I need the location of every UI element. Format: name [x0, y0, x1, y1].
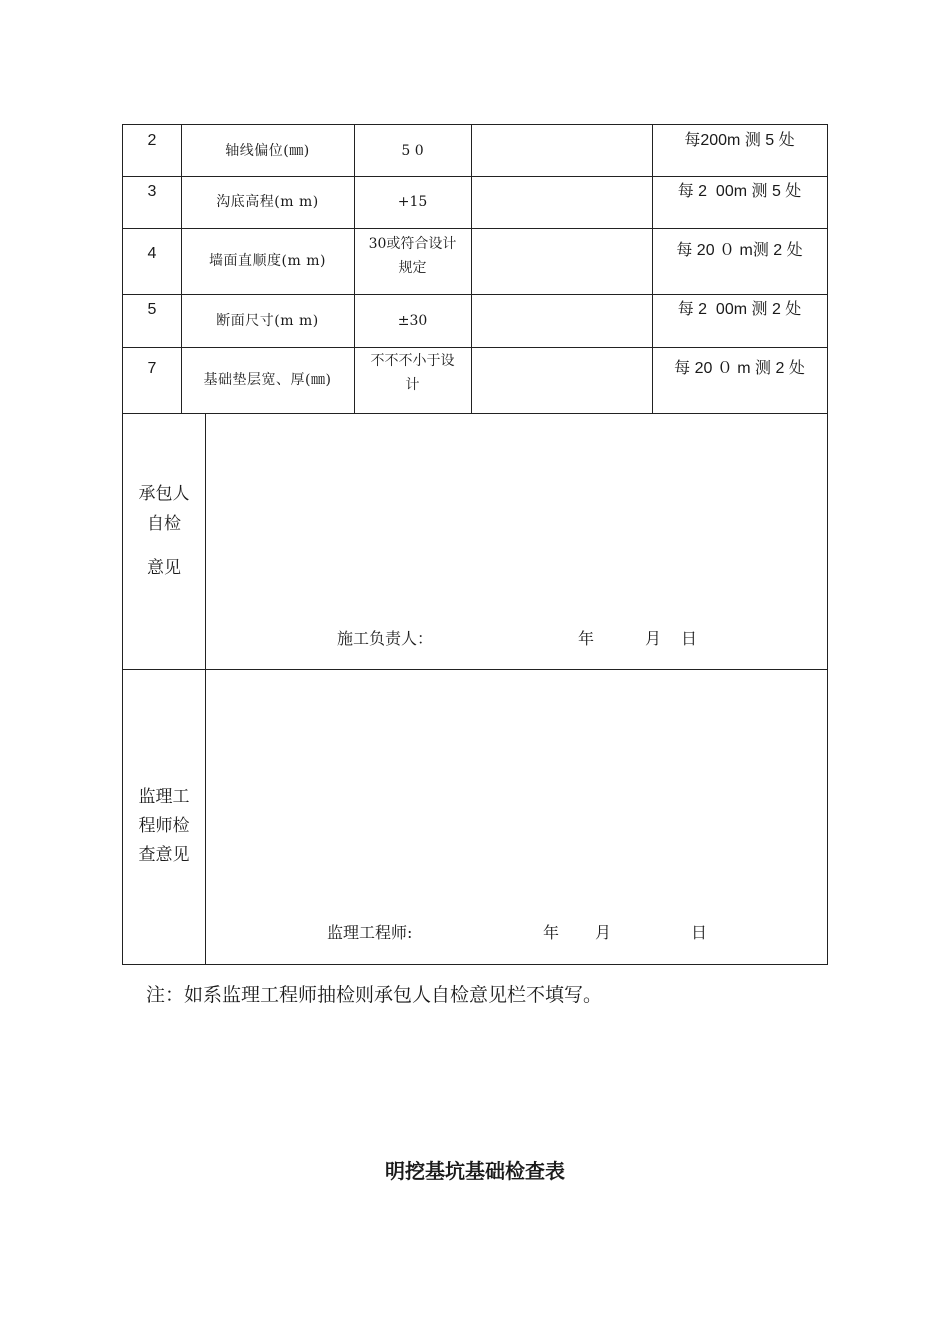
check-frequency: 每 2 00m 测 5 处: [677, 183, 802, 200]
supervisor-label-line2: 程师检: [138, 816, 190, 836]
check-item: 断面尺寸(m m): [216, 312, 319, 329]
standard-value: ±30: [397, 312, 428, 329]
footnote: 注：如系监理工程师抽检则承包人自检意见栏不填写。: [146, 984, 603, 1006]
standard-value: 30或符合设计规定: [368, 236, 457, 276]
check-item: 墙面直顺度(m m): [209, 253, 326, 269]
contractor-day-label: 日: [681, 629, 698, 648]
contractor-month-label: 月: [645, 629, 662, 648]
supervisor-month-label: 月: [595, 923, 612, 942]
supervisor-year-label: 年: [543, 923, 560, 942]
measured-value[interactable]: [471, 228, 652, 294]
row-number: 7: [147, 360, 157, 377]
measured-value[interactable]: [471, 294, 652, 347]
standard-value: 不不不小于设计: [370, 353, 455, 393]
row-number: 2: [147, 132, 157, 149]
contractor-label-line1: 承包人: [138, 484, 190, 504]
row-number: 5: [147, 301, 157, 318]
next-form-title: 明挖基坑基础检查表: [385, 1159, 565, 1183]
supervisor-day-label: 日: [691, 923, 708, 942]
construction-lead-signature-label: 施工负责人：: [337, 629, 434, 648]
contractor-label-line3: 意见: [147, 558, 181, 578]
measured-value[interactable]: [471, 125, 652, 176]
check-frequency: 每 20 ０ m 测 2 处: [674, 360, 805, 377]
check-item: 基础垫层宽、厚(㎜): [203, 372, 332, 388]
row-number: 4: [147, 245, 157, 262]
standard-value: 5 0: [401, 142, 424, 159]
check-item: 沟底高程(m m): [216, 194, 319, 210]
standard-value: +15: [397, 194, 428, 210]
check-frequency: 每200m 测 5 处: [684, 132, 795, 149]
inspection-table: [122, 124, 828, 965]
supervisor-opinion-label: [123, 783, 205, 870]
row-number: 3: [147, 183, 157, 200]
check-item: 轴线偏位(㎜): [225, 142, 310, 159]
contractor-year-label: 年: [578, 629, 595, 648]
check-frequency: 每 2 00m 测 2 处: [677, 301, 802, 318]
contractor-opinion-field[interactable]: [205, 413, 827, 669]
contractor-opinion-label: [123, 479, 205, 583]
measured-value[interactable]: [471, 347, 652, 413]
check-frequency: 每 20 ０ m测 2 处: [676, 242, 803, 259]
contractor-label-line2: 自检: [147, 514, 181, 534]
measured-value[interactable]: [471, 176, 652, 228]
supervisor-opinion-field[interactable]: [205, 669, 827, 963]
supervisor-label-line1: 监理工: [138, 787, 190, 807]
supervisor-signature-label: 监理工程师:: [327, 923, 413, 942]
supervisor-label-line3: 查意见: [138, 845, 190, 865]
